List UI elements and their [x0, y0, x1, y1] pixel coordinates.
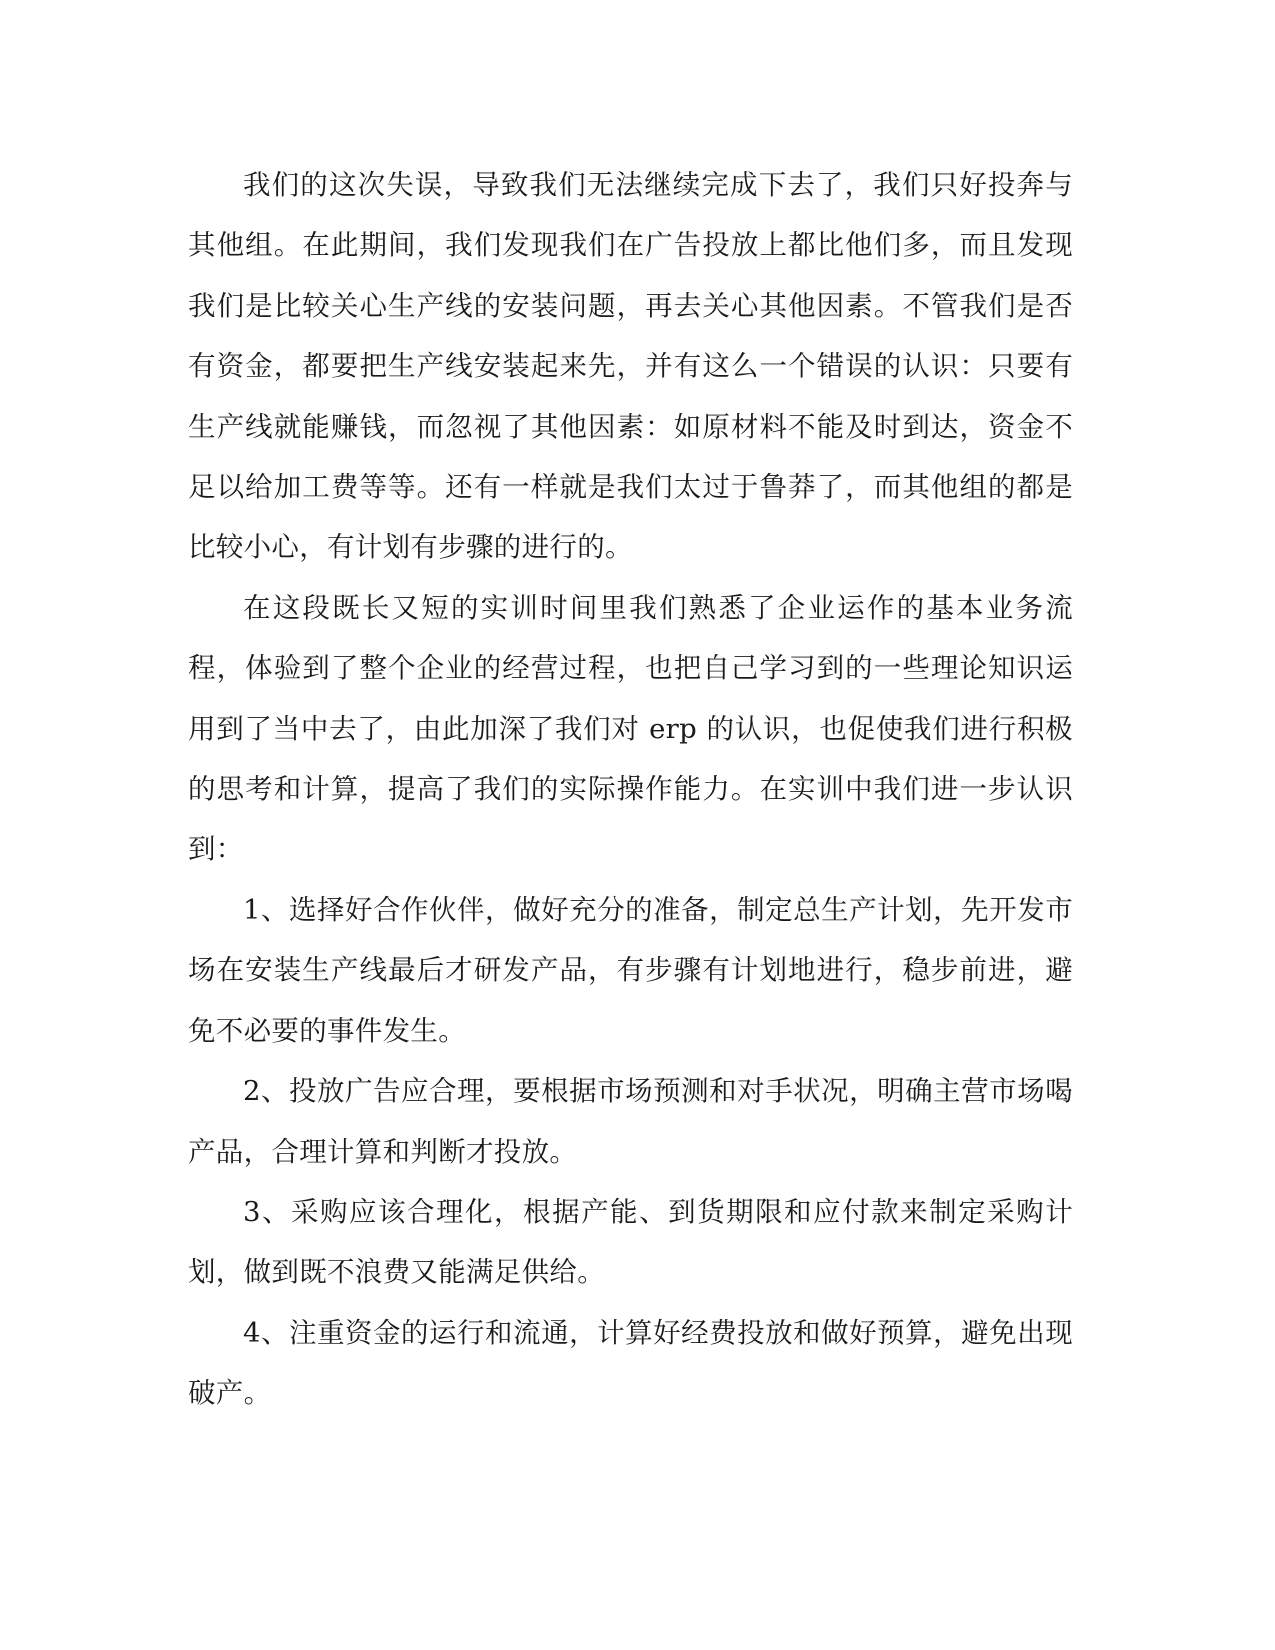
list-item-2: 2、投放广告应合理，要根据市场预测和对手状况，明确主营市场喝产品，合理计算和判断才投放。	[188, 1075, 1073, 1168]
list-item-3: 3、采购应该合理化，根据产能、到货期限和应付款来制定采购计划，做到既不浪费又能满足供给。	[188, 1195, 1073, 1289]
document-body	[188, 155, 1073, 1424]
paragraph-training-summary: 在这段既长又短的实训时间里我们熟悉了企业运作的基本业务流程，体验到了整个企业的经营过程，也把自己学习到的一些理论知识运用到了当中去了，由此加深了我们对 erp 的认识，也促使我们进行积极的思考和计算，提高了我们的实际操作能力。在实训中我们进一步认识到：	[188, 591, 1073, 866]
list-item-1: 1、选择好合作伙伴，做好充分的准备，制定总生产计划，先开发市场在安装生产线最后才研发产品，有步骤有计划地进行，稳步前进，避免不必要的事件发生。	[188, 893, 1073, 1047]
paragraph-mistake-reflection: 我们的这次失误，导致我们无法继续完成下去了，我们只好投奔与其他组。在此期间，我们发现我们在广告投放上都比他们多，而且发现我们是比较关心生产线的安装问题，再去关心其他因素。不管我们是否有资金，都要把生产线安装起来先，并有这么一个错误的认识：只要有生产线就能赚钱，而忽视了其他因素：如原材料不能及时到达，资金不足以给加工费等等。还有一样就是我们太过于鲁莽了，而其他组的都是比较小心，有计划有步骤的进行的。	[188, 169, 1073, 564]
list-item-4: 4、注重资金的运行和流通，计算好经费投放和做好预算，避免出现破产。	[188, 1316, 1073, 1410]
